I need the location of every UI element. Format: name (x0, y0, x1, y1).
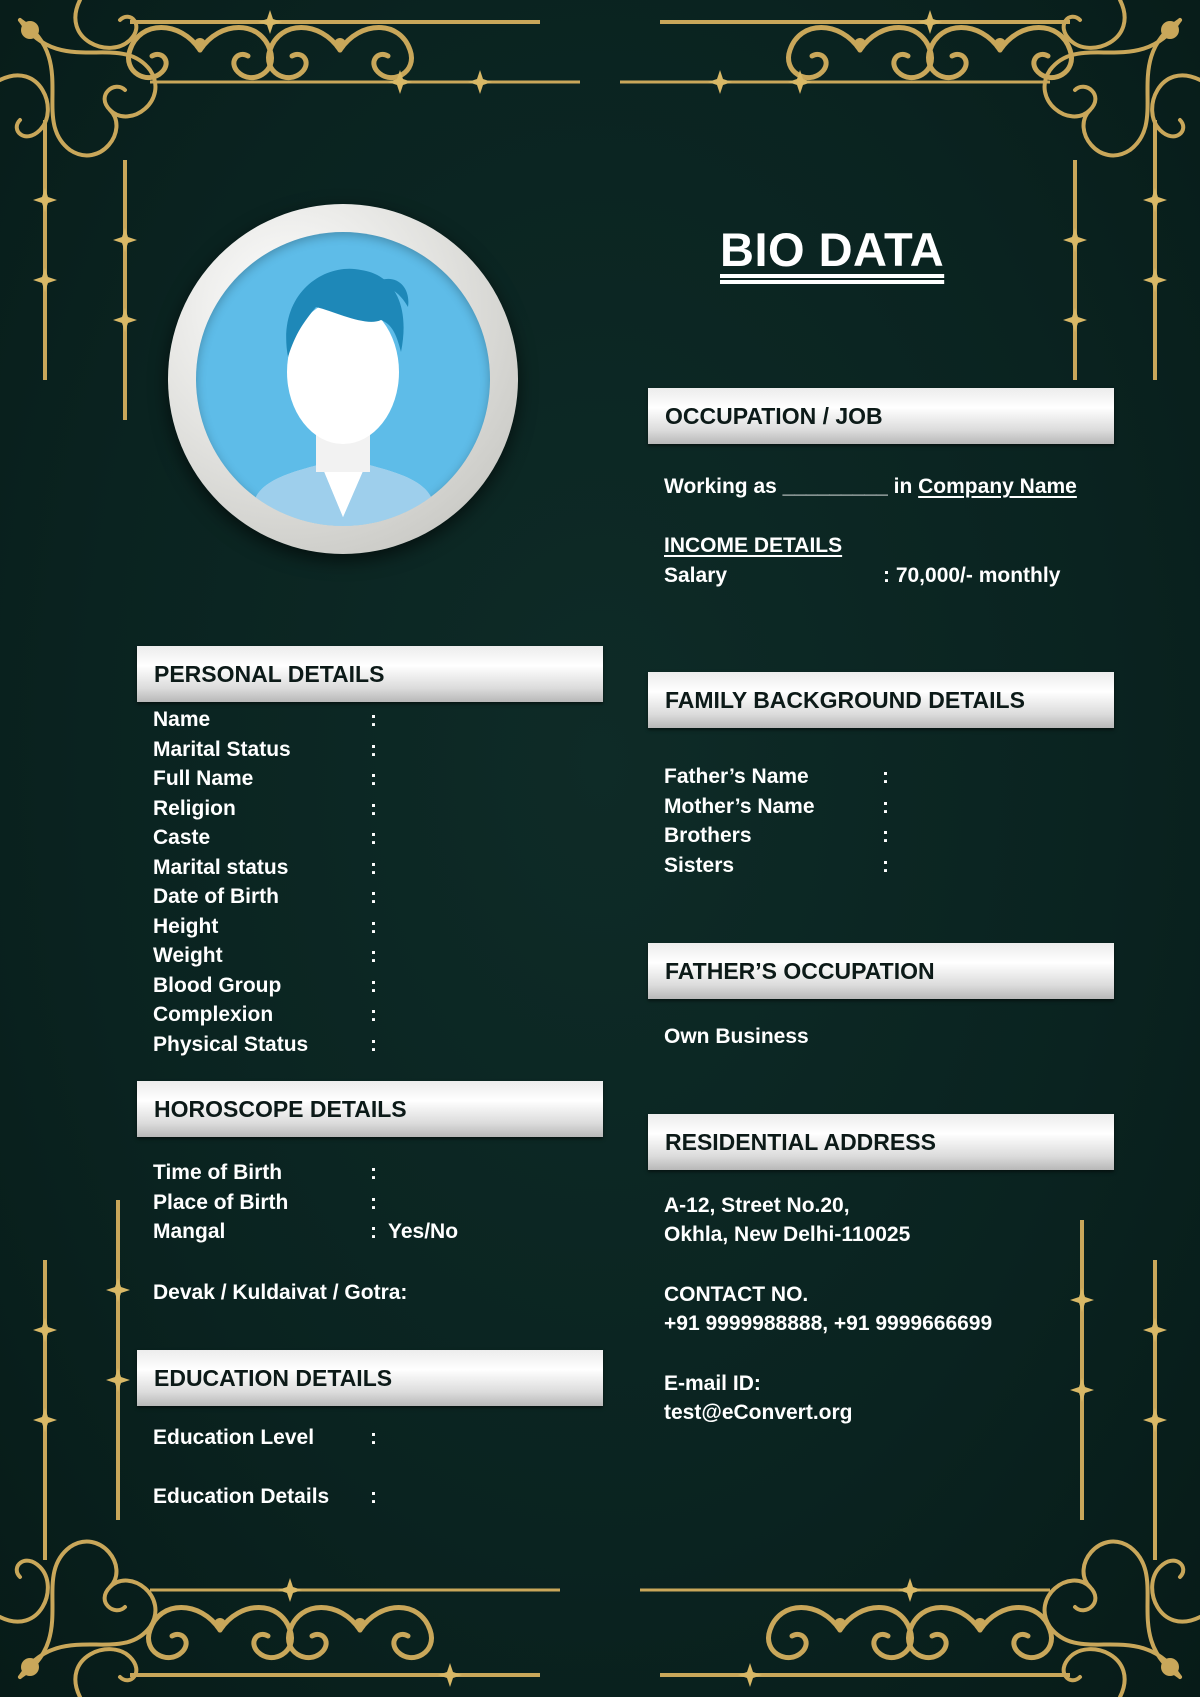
personal-field-label: Weight (153, 944, 223, 967)
horoscope-field-separator: : (370, 1161, 377, 1184)
horoscope-details-header: HOROSCOPE DETAILS (137, 1081, 603, 1137)
personal-field-separator: : (370, 855, 377, 879)
in-label: in (893, 475, 913, 498)
personal-field-separator: : (370, 826, 377, 849)
gotra-label: Devak / Kuldaivat / Gotra: (153, 1281, 408, 1304)
personal-field-separator: : (370, 1032, 377, 1056)
personal-details-header: PERSONAL DETAILS (137, 646, 603, 702)
salary-value: : 70,000/- monthly (883, 564, 1061, 587)
email-label: E-mail ID: (664, 1372, 761, 1395)
personal-field-separator: : (370, 885, 377, 908)
personal-field-label: Marital Status (153, 737, 291, 761)
personal-field-separator: : (370, 1003, 377, 1026)
working-as-label: Working as (664, 475, 777, 498)
personal-field-label: Physical Status (153, 1032, 309, 1056)
personal-field-label: Religion (153, 796, 236, 820)
page-title: BIO DATA (720, 223, 945, 276)
email-value: test@eConvert.org (664, 1401, 853, 1424)
contact-value: +91 9999988888, +91 9999666699 (664, 1312, 993, 1335)
job-title-blank: _________ (782, 475, 888, 498)
education-field-separator: : (370, 1485, 377, 1508)
family-field-label: Brothers (664, 824, 752, 847)
father-occupation-header: FATHER’S OCCUPATION (648, 943, 1114, 999)
address-line-2: Okhla, New Delhi-110025 (664, 1223, 911, 1246)
horoscope-field-separator: : (370, 1190, 377, 1214)
personal-field-label: Name (153, 708, 211, 731)
working-as-line (664, 472, 1077, 502)
horoscope-field-label: Time of Birth (153, 1161, 283, 1184)
personal-field-separator: : (370, 914, 377, 938)
horoscope-field-separator: : (370, 1220, 377, 1243)
profile-photo-frame (168, 204, 518, 554)
family-field-label: Father’s Name (664, 765, 809, 788)
horoscope-field-label: Mangal (153, 1220, 226, 1243)
company-name: Company Name (918, 475, 1077, 498)
personal-field-label: Caste (153, 826, 211, 849)
personal-field-label: Marital status (153, 855, 289, 879)
income-details-title: INCOME DETAILS (664, 534, 843, 557)
personal-field-label: Blood Group (153, 973, 282, 997)
family-field-separator: : (882, 824, 889, 847)
occupation-header: OCCUPATION / JOB (648, 388, 1114, 444)
personal-field-label: Full Name (153, 767, 254, 790)
education-field-label: Education Level (153, 1426, 315, 1449)
family-field-separator: : (882, 853, 889, 877)
personal-field-separator: : (370, 708, 377, 731)
education-field-label: Education Details (153, 1485, 330, 1508)
family-field-separator: : (882, 794, 889, 818)
user-avatar-icon (196, 232, 490, 526)
personal-field-separator: : (370, 767, 377, 790)
personal-field-separator: : (370, 944, 377, 967)
personal-field-separator: : (370, 796, 377, 820)
mangal-value: Yes/No (388, 1220, 459, 1243)
personal-field-separator: : (370, 737, 377, 761)
personal-field-label: Complexion (153, 1003, 274, 1026)
personal-field-separator: : (370, 973, 377, 997)
family-field-label: Mother’s Name (664, 794, 815, 818)
family-background-header: FAMILY BACKGROUND DETAILS (648, 672, 1114, 728)
contact-label: CONTACT NO. (664, 1283, 809, 1306)
family-field-label: Sisters (664, 853, 735, 877)
family-field-separator: : (882, 765, 889, 788)
personal-field-label: Height (153, 914, 219, 938)
salary-label: Salary (664, 564, 728, 587)
education-details-header: EDUCATION DETAILS (137, 1350, 603, 1406)
education-field-separator: : (370, 1426, 377, 1449)
horoscope-field-label: Place of Birth (153, 1190, 289, 1214)
address-line-1: A-12, Street No.20, (664, 1194, 850, 1217)
personal-field-label: Date of Birth (153, 885, 279, 908)
father-occupation-value: Own Business (664, 1025, 809, 1048)
residential-address-header: RESIDENTIAL ADDRESS (648, 1114, 1114, 1170)
